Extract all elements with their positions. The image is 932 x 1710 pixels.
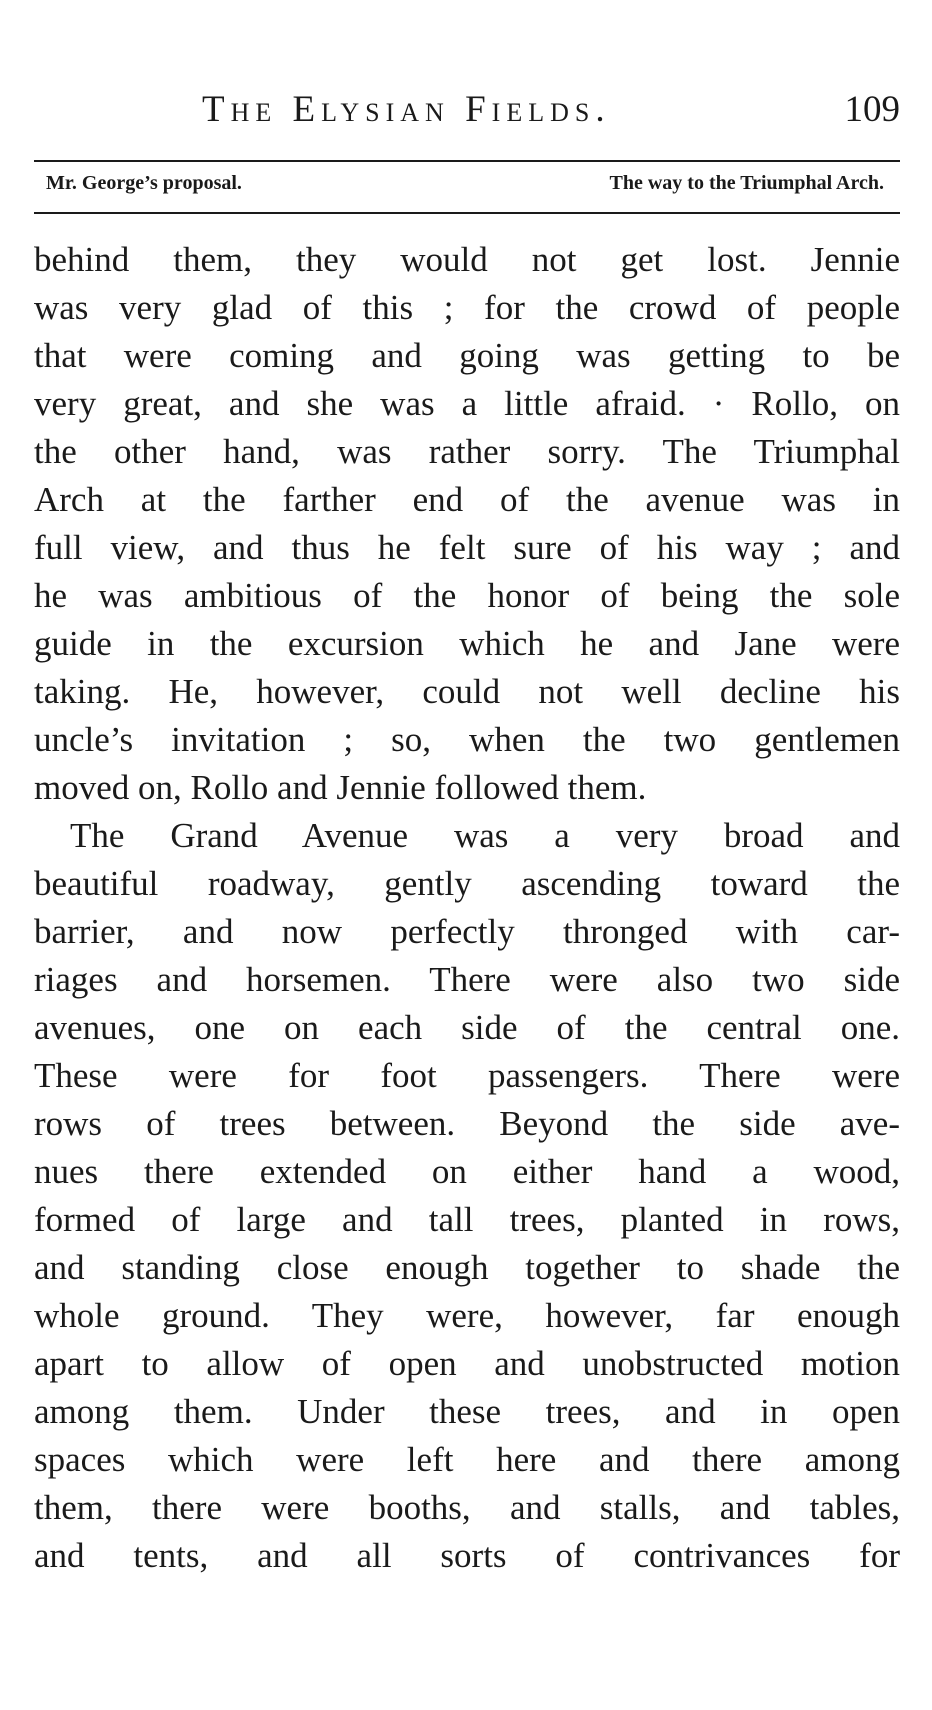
- body-text: [34, 236, 900, 1580]
- text-line: and standing close enough together to shade the: [34, 1248, 900, 1287]
- text-line: full view, and thus he felt sure of his way ; and: [34, 528, 900, 567]
- text-line: riages and horsemen. There were also two side: [34, 960, 900, 999]
- text-line: taking. He, however, could not well decline his: [34, 672, 900, 711]
- paragraph-2: [34, 812, 900, 1580]
- text-line: that were coming and going was getting to be: [34, 336, 900, 375]
- text-line: Arch at the farther end of the avenue was in: [34, 480, 900, 519]
- section-subhead: [34, 172, 900, 202]
- text-line: whole ground. They were, however, far enough: [34, 1296, 900, 1335]
- text-line: guide in the excursion which he and Jane were: [34, 624, 900, 663]
- text-line: he was ambitious of the honor of being the sole: [34, 576, 900, 615]
- text-line: uncle’s invitation ; so, when the two gentlemen: [34, 720, 900, 759]
- text-line: was very glad of this ; for the crowd of people: [34, 288, 900, 327]
- text-line: barrier, and now perfectly thronged with car-: [34, 912, 900, 951]
- text-line: very great, and she was a little afraid. · Rollo, on: [34, 384, 900, 423]
- text-line: avenues, one on each side of the central one.: [34, 1008, 900, 1047]
- text-line: beautiful roadway, gently ascending toward the: [34, 864, 900, 903]
- text-line: behind them, they would not get lost. Jennie: [34, 240, 900, 279]
- running-title: The Elysian Fields.: [202, 89, 611, 130]
- text-line: apart to allow of open and unobstructed motion: [34, 1344, 900, 1383]
- subhead-left: Mr. George’s proposal.: [46, 172, 242, 194]
- header-rule-top: [34, 160, 900, 162]
- subhead-right: The way to the Triumphal Arch.: [609, 172, 884, 194]
- text-line: moved on, Rollo and Jennie followed them.: [34, 768, 647, 807]
- text-line: nues there extended on either hand a wood,: [34, 1152, 900, 1191]
- text-line: formed of large and tall trees, planted in rows,: [34, 1200, 900, 1239]
- page-number: 109: [844, 89, 900, 130]
- text-line: These were for foot passengers. There were: [34, 1056, 900, 1095]
- text-line: them, there were booths, and stalls, and tables,: [34, 1488, 900, 1527]
- text-line: spaces which were left here and there among: [34, 1440, 900, 1479]
- text-line: The Grand Avenue was a very broad and: [70, 816, 900, 855]
- text-line: among them. Under these trees, and in open: [34, 1392, 900, 1431]
- text-line: rows of trees between. Beyond the side ave-: [34, 1104, 900, 1143]
- text-line: and tents, and all sorts of contrivances for: [34, 1536, 900, 1575]
- header-rule-bottom: [34, 212, 900, 214]
- paragraph-1: [34, 236, 900, 812]
- text-line: the other hand, was rather sorry. The Triumphal: [34, 432, 900, 471]
- running-head: [34, 88, 900, 134]
